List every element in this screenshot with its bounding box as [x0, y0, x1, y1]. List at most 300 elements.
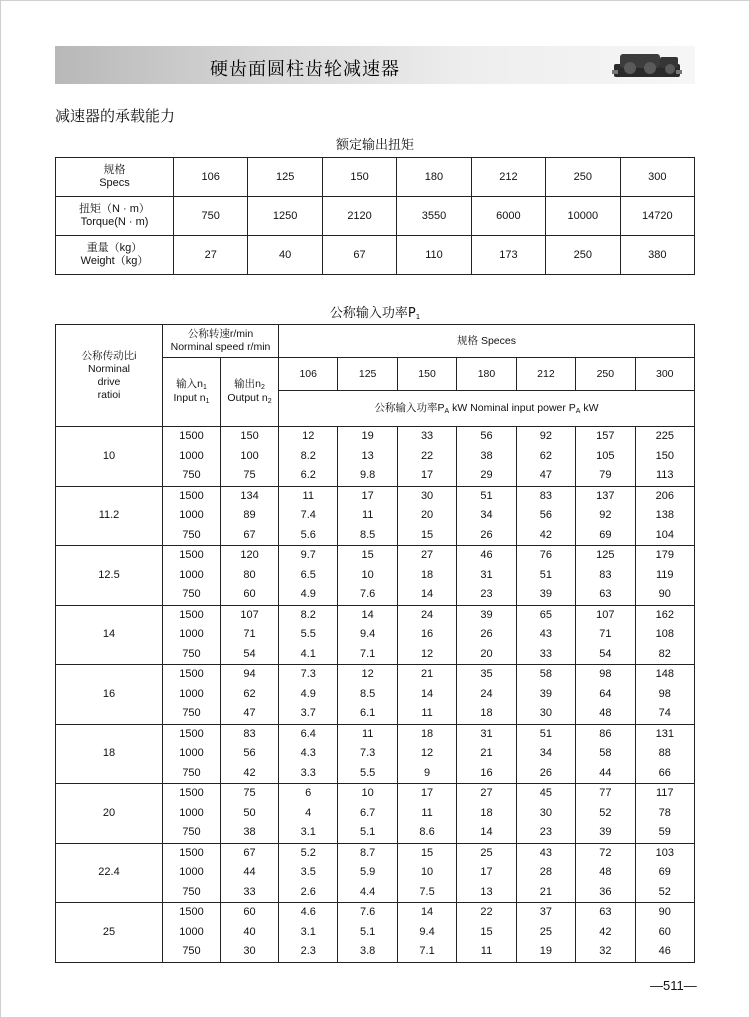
torque-cell: 2120 — [322, 197, 396, 236]
ratio-cell: 20 — [56, 784, 163, 844]
spec-header-cell: 250 — [576, 358, 635, 391]
input-speed-cell: 750 — [163, 645, 221, 665]
input-power-table — [55, 324, 695, 963]
power-cell: 78 — [635, 804, 694, 824]
power-cell: 33 — [397, 427, 456, 447]
power-cell: 31 — [457, 566, 516, 586]
power-cell: 3.1 — [279, 923, 338, 943]
input-speed-cell: 1000 — [163, 447, 221, 467]
power-cell: 6.5 — [279, 566, 338, 586]
power-cell: 28 — [516, 863, 575, 883]
input-speed-cell: 750 — [163, 823, 221, 843]
power-cell: 66 — [635, 764, 694, 784]
power-cell: 14 — [397, 685, 456, 705]
power-cell: 37 — [516, 903, 575, 923]
power-cell: 6.4 — [279, 724, 338, 744]
output-speed-cell: 150 — [221, 427, 279, 447]
power-cell: 42 — [576, 923, 635, 943]
power-cell: 4.3 — [279, 744, 338, 764]
input-speed-cell: 750 — [163, 704, 221, 724]
power-cell: 58 — [576, 744, 635, 764]
specs-header: 规格 Speces — [279, 325, 695, 358]
speed-header — [163, 325, 279, 358]
output-speed-cell: 60 — [221, 903, 279, 923]
output-speed-cell: 83 — [221, 724, 279, 744]
output-speed-cell: 33 — [221, 883, 279, 903]
power-cell: 62 — [516, 447, 575, 467]
power-unit-a: 公称输入功率P — [374, 401, 445, 414]
power-cell: 26 — [457, 526, 516, 546]
power-cell: 18 — [397, 724, 456, 744]
torque-cell: 3550 — [397, 197, 471, 236]
power-cell: 25 — [457, 843, 516, 863]
torque-row — [56, 197, 695, 236]
power-cell: 17 — [397, 784, 456, 804]
weight-cell: 110 — [397, 236, 471, 275]
output-speed-header-cn — [221, 378, 278, 392]
input-speed-cell: 1000 — [163, 804, 221, 824]
power-cell: 14 — [338, 605, 397, 625]
power-cell: 36 — [576, 883, 635, 903]
power-cell: 22 — [457, 903, 516, 923]
power-cell: 15 — [457, 923, 516, 943]
power-cell: 206 — [635, 486, 694, 506]
input-speed-cell: 1000 — [163, 506, 221, 526]
output-speed-cell: 80 — [221, 566, 279, 586]
table1-caption: 额定输出扭矩 — [335, 138, 414, 153]
output-speed-cell: 40 — [221, 923, 279, 943]
input-speed-cell: 750 — [163, 942, 221, 962]
power-cell: 90 — [635, 903, 694, 923]
input-speed-header-cn — [163, 378, 220, 392]
input-speed-cell: 1500 — [163, 546, 221, 566]
power-cell: 8.2 — [279, 447, 338, 467]
power-cell: 63 — [576, 585, 635, 605]
power-cell: 12 — [397, 645, 456, 665]
power-cell: 13 — [338, 447, 397, 467]
power-cell: 5.6 — [279, 526, 338, 546]
power-cell: 64 — [576, 685, 635, 705]
power-cell: 11 — [397, 804, 456, 824]
input-speed-cell: 1000 — [163, 566, 221, 586]
power-cell: 86 — [576, 724, 635, 744]
table-row — [56, 665, 695, 685]
power-cell: 18 — [397, 566, 456, 586]
power-cell: 8.7 — [338, 843, 397, 863]
input-speed-cell: 1500 — [163, 784, 221, 804]
spec-header-cell: 300 — [635, 358, 694, 391]
weight-cell: 380 — [620, 236, 694, 275]
power-cell: 45 — [516, 784, 575, 804]
power-cell: 148 — [635, 665, 694, 685]
power-cell: 51 — [516, 724, 575, 744]
table-row — [56, 486, 695, 506]
torque-label-cn: 扭矩（N · m） — [79, 203, 150, 215]
torque-label — [56, 197, 174, 236]
power-cell: 88 — [635, 744, 694, 764]
power-cell: 5.1 — [338, 823, 397, 843]
power-cell: 27 — [397, 546, 456, 566]
ratio-header-en-1: Norminal — [87, 362, 130, 375]
power-cell: 225 — [635, 427, 694, 447]
output-cn-text: 输出n — [234, 378, 261, 390]
power-cell: 10 — [338, 566, 397, 586]
input-speed-header-en — [163, 392, 220, 406]
power-cell: 108 — [635, 625, 694, 645]
power-cell: 15 — [397, 526, 456, 546]
power-cell: 24 — [457, 685, 516, 705]
power-cell: 23 — [516, 823, 575, 843]
power-cell: 12 — [279, 427, 338, 447]
output-speed-cell: 120 — [221, 546, 279, 566]
power-cell: 13 — [457, 883, 516, 903]
power-cell: 14 — [457, 823, 516, 843]
spec-cell: 300 — [620, 158, 694, 197]
power-cell: 4.4 — [338, 883, 397, 903]
power-cell: 69 — [635, 863, 694, 883]
power-cell: 65 — [516, 605, 575, 625]
power-cell: 5.2 — [279, 843, 338, 863]
power-cell: 29 — [457, 466, 516, 486]
power-cell: 18 — [457, 704, 516, 724]
spec-cell: 106 — [174, 158, 248, 197]
power-cell: 11 — [338, 506, 397, 526]
power-cell: 4.1 — [279, 645, 338, 665]
power-cell: 3.5 — [279, 863, 338, 883]
output-speed-cell: 30 — [221, 942, 279, 962]
power-cell: 15 — [338, 546, 397, 566]
weight-cell: 250 — [546, 236, 620, 275]
input-speed-cell: 1500 — [163, 724, 221, 744]
power-cell: 2.3 — [279, 942, 338, 962]
input-speed-cell: 1000 — [163, 685, 221, 705]
input-speed-cell: 1000 — [163, 744, 221, 764]
ratio-cell: 10 — [56, 427, 163, 487]
spec-cell: 250 — [546, 158, 620, 197]
table2-caption-sub: 1 — [415, 313, 421, 321]
power-cell: 26 — [457, 625, 516, 645]
power-cell: 4.6 — [279, 903, 338, 923]
power-cell: 34 — [457, 506, 516, 526]
input-power-table-body — [56, 427, 695, 963]
table2-caption — [55, 302, 695, 321]
power-cell: 47 — [516, 466, 575, 486]
table-row — [56, 427, 695, 447]
output-speed-cell: 50 — [221, 804, 279, 824]
power-cell: 12 — [338, 665, 397, 685]
power-cell: 39 — [457, 605, 516, 625]
power-cell: 59 — [635, 823, 694, 843]
specs-row — [56, 158, 695, 197]
power-cell: 103 — [635, 843, 694, 863]
output-en-text: Output n — [227, 392, 268, 404]
table-row — [56, 843, 695, 863]
power-cell: 21 — [516, 883, 575, 903]
power-cell: 113 — [635, 466, 694, 486]
ratio-cell: 22.4 — [56, 843, 163, 903]
power-cell: 162 — [635, 605, 694, 625]
power-cell: 58 — [516, 665, 575, 685]
weight-cell: 67 — [322, 236, 396, 275]
output-cn-sub: 2 — [260, 384, 265, 391]
power-cell: 38 — [457, 447, 516, 467]
torque-cell: 6000 — [471, 197, 545, 236]
power-cell: 72 — [576, 843, 635, 863]
spec-cell: 180 — [397, 158, 471, 197]
power-cell: 8.2 — [279, 605, 338, 625]
spec-header-cell: 212 — [516, 358, 575, 391]
power-cell: 77 — [576, 784, 635, 804]
power-cell: 51 — [516, 566, 575, 586]
power-cell: 21 — [457, 744, 516, 764]
power-cell: 12 — [397, 744, 456, 764]
power-cell: 5.1 — [338, 923, 397, 943]
power-cell: 138 — [635, 506, 694, 526]
power-cell: 48 — [576, 704, 635, 724]
power-unit-c: kW — [580, 401, 599, 414]
input-speed-cell: 1500 — [163, 605, 221, 625]
power-cell: 82 — [635, 645, 694, 665]
power-cell: 69 — [576, 526, 635, 546]
table2-caption-text: 公称输入功率P — [329, 306, 416, 321]
power-cell: 21 — [397, 665, 456, 685]
power-unit-header — [279, 391, 695, 427]
power-cell: 42 — [516, 526, 575, 546]
ratio-header-en-2: drive — [97, 375, 121, 388]
power-cell: 79 — [576, 466, 635, 486]
power-cell: 52 — [635, 883, 694, 903]
power-cell: 6.7 — [338, 804, 397, 824]
spec-cell: 212 — [471, 158, 545, 197]
specs-label — [56, 158, 174, 197]
output-speed-header — [221, 358, 279, 427]
ratio-header-cn: 公称传动比i — [81, 349, 137, 362]
power-cell: 20 — [397, 506, 456, 526]
power-cell: 9.4 — [338, 625, 397, 645]
power-cell: 105 — [576, 447, 635, 467]
power-cell: 131 — [635, 724, 694, 744]
power-cell: 14 — [397, 903, 456, 923]
power-cell: 8.5 — [338, 685, 397, 705]
speed-header-en: Norminal speed r/min — [170, 341, 271, 353]
power-cell: 8.5 — [338, 526, 397, 546]
power-cell: 39 — [576, 823, 635, 843]
output-en-sub: 2 — [267, 398, 272, 405]
power-cell: 9.7 — [279, 546, 338, 566]
output-speed-cell: 67 — [221, 843, 279, 863]
output-speed-cell: 107 — [221, 605, 279, 625]
power-cell: 46 — [457, 546, 516, 566]
ratio-cell: 16 — [56, 665, 163, 725]
input-en-text: Input n — [173, 392, 206, 404]
power-cell: 137 — [576, 486, 635, 506]
power-cell: 117 — [635, 784, 694, 804]
power-cell: 4.9 — [279, 585, 338, 605]
weight-label-cn: 重量（kg） — [86, 242, 143, 254]
power-cell: 14 — [397, 585, 456, 605]
output-speed-cell: 56 — [221, 744, 279, 764]
power-cell: 32 — [576, 942, 635, 962]
power-cell: 63 — [576, 903, 635, 923]
spec-header-cell: 125 — [338, 358, 397, 391]
weight-cell: 40 — [248, 236, 322, 275]
power-cell: 30 — [516, 704, 575, 724]
power-cell: 11 — [279, 486, 338, 506]
spec-header-cell: 106 — [279, 358, 338, 391]
power-cell: 43 — [516, 625, 575, 645]
ratio-cell: 11.2 — [56, 486, 163, 546]
input-speed-cell: 1000 — [163, 923, 221, 943]
output-speed-cell: 54 — [221, 645, 279, 665]
power-cell: 48 — [576, 863, 635, 883]
power-cell: 16 — [397, 625, 456, 645]
power-cell: 19 — [338, 427, 397, 447]
torque-cell: 1250 — [248, 197, 322, 236]
power-cell: 90 — [635, 585, 694, 605]
input-speed-cell: 750 — [163, 526, 221, 546]
input-speed-cell: 1500 — [163, 903, 221, 923]
power-cell: 46 — [635, 942, 694, 962]
rated-torque-table — [55, 157, 695, 275]
power-cell: 92 — [576, 506, 635, 526]
power-cell: 71 — [576, 625, 635, 645]
power-cell: 5.5 — [338, 764, 397, 784]
output-speed-cell: 134 — [221, 486, 279, 506]
specs-label-cn: 规格 — [103, 164, 126, 176]
power-cell: 60 — [635, 923, 694, 943]
power-header-row-1 — [56, 325, 695, 358]
power-cell: 3.1 — [279, 823, 338, 843]
power-cell: 33 — [516, 645, 575, 665]
power-cell: 11 — [397, 704, 456, 724]
table-row — [56, 724, 695, 744]
output-speed-cell: 100 — [221, 447, 279, 467]
spec-header-cell: 150 — [397, 358, 456, 391]
output-speed-cell: 71 — [221, 625, 279, 645]
power-cell: 7.1 — [338, 645, 397, 665]
power-cell: 30 — [397, 486, 456, 506]
power-cell: 27 — [457, 784, 516, 804]
power-cell: 16 — [457, 764, 516, 784]
ratio-cell: 12.5 — [56, 546, 163, 606]
ratio-header — [56, 325, 163, 427]
power-cell: 9.8 — [338, 466, 397, 486]
power-cell: 83 — [576, 566, 635, 586]
power-cell: 7.6 — [338, 903, 397, 923]
power-cell: 74 — [635, 704, 694, 724]
output-speed-cell: 94 — [221, 665, 279, 685]
power-cell: 5.9 — [338, 863, 397, 883]
output-speed-cell: 67 — [221, 526, 279, 546]
power-unit-b-sub: A — [575, 407, 581, 415]
power-cell: 22 — [397, 447, 456, 467]
power-cell: 17 — [338, 486, 397, 506]
power-cell: 92 — [516, 427, 575, 447]
power-unit-b: kW Nominal input power P — [449, 401, 576, 414]
power-cell: 31 — [457, 724, 516, 744]
power-cell: 5.5 — [279, 625, 338, 645]
power-cell: 23 — [457, 585, 516, 605]
power-cell: 3.7 — [279, 704, 338, 724]
page-number: —511— — [650, 978, 697, 993]
power-cell: 10 — [397, 863, 456, 883]
weight-cell: 173 — [471, 236, 545, 275]
spec-cell: 150 — [322, 158, 396, 197]
output-speed-cell: 42 — [221, 764, 279, 784]
input-speed-cell: 1500 — [163, 665, 221, 685]
output-speed-cell: 62 — [221, 685, 279, 705]
output-speed-cell: 44 — [221, 863, 279, 883]
power-cell: 18 — [457, 804, 516, 824]
output-speed-cell: 75 — [221, 466, 279, 486]
power-cell: 98 — [635, 685, 694, 705]
power-cell: 157 — [576, 427, 635, 447]
power-cell: 8.6 — [397, 823, 456, 843]
specs-label-en: Specs — [99, 177, 130, 189]
torque-cell: 10000 — [546, 197, 620, 236]
output-speed-header-en — [221, 392, 278, 406]
power-cell: 6.1 — [338, 704, 397, 724]
ratio-cell: 14 — [56, 605, 163, 665]
power-cell: 4 — [279, 804, 338, 824]
power-cell: 104 — [635, 526, 694, 546]
ratio-cell: 18 — [56, 724, 163, 784]
output-speed-cell: 75 — [221, 784, 279, 804]
torque-cell: 14720 — [620, 197, 694, 236]
power-cell: 7.3 — [279, 665, 338, 685]
power-cell: 56 — [516, 506, 575, 526]
power-cell: 24 — [397, 605, 456, 625]
power-cell: 7.5 — [397, 883, 456, 903]
power-cell: 17 — [457, 863, 516, 883]
gear-reducer-image — [612, 48, 682, 80]
speed-header-cn: 公称转速r/min — [187, 328, 254, 340]
power-cell: 107 — [576, 605, 635, 625]
input-speed-cell: 750 — [163, 764, 221, 784]
section-title: 减速器的承载能力 — [55, 107, 176, 125]
power-cell: 119 — [635, 566, 694, 586]
table-row — [56, 546, 695, 566]
weight-label — [56, 236, 174, 275]
input-speed-cell: 1500 — [163, 427, 221, 447]
power-cell: 43 — [516, 843, 575, 863]
ratio-cell: 25 — [56, 903, 163, 963]
input-speed-cell: 750 — [163, 883, 221, 903]
input-speed-cell: 1000 — [163, 863, 221, 883]
torque-cell: 750 — [174, 197, 248, 236]
input-cn-sub: 1 — [202, 384, 207, 391]
input-speed-cell: 1500 — [163, 843, 221, 863]
power-cell: 9.4 — [397, 923, 456, 943]
power-cell: 150 — [635, 447, 694, 467]
power-cell: 19 — [516, 942, 575, 962]
power-cell: 7.6 — [338, 585, 397, 605]
power-cell: 39 — [516, 685, 575, 705]
power-cell: 34 — [516, 744, 575, 764]
power-cell: 30 — [516, 804, 575, 824]
input-cn-text: 输入n — [176, 378, 203, 390]
power-cell: 44 — [576, 764, 635, 784]
power-cell: 15 — [397, 843, 456, 863]
input-speed-cell: 1000 — [163, 625, 221, 645]
power-cell: 52 — [576, 804, 635, 824]
weight-row — [56, 236, 695, 275]
power-cell: 98 — [576, 665, 635, 685]
power-cell: 6.2 — [279, 466, 338, 486]
weight-cell: 27 — [174, 236, 248, 275]
page-title: 硬齿面圆柱齿轮减速器 — [210, 59, 400, 80]
power-cell: 17 — [397, 466, 456, 486]
